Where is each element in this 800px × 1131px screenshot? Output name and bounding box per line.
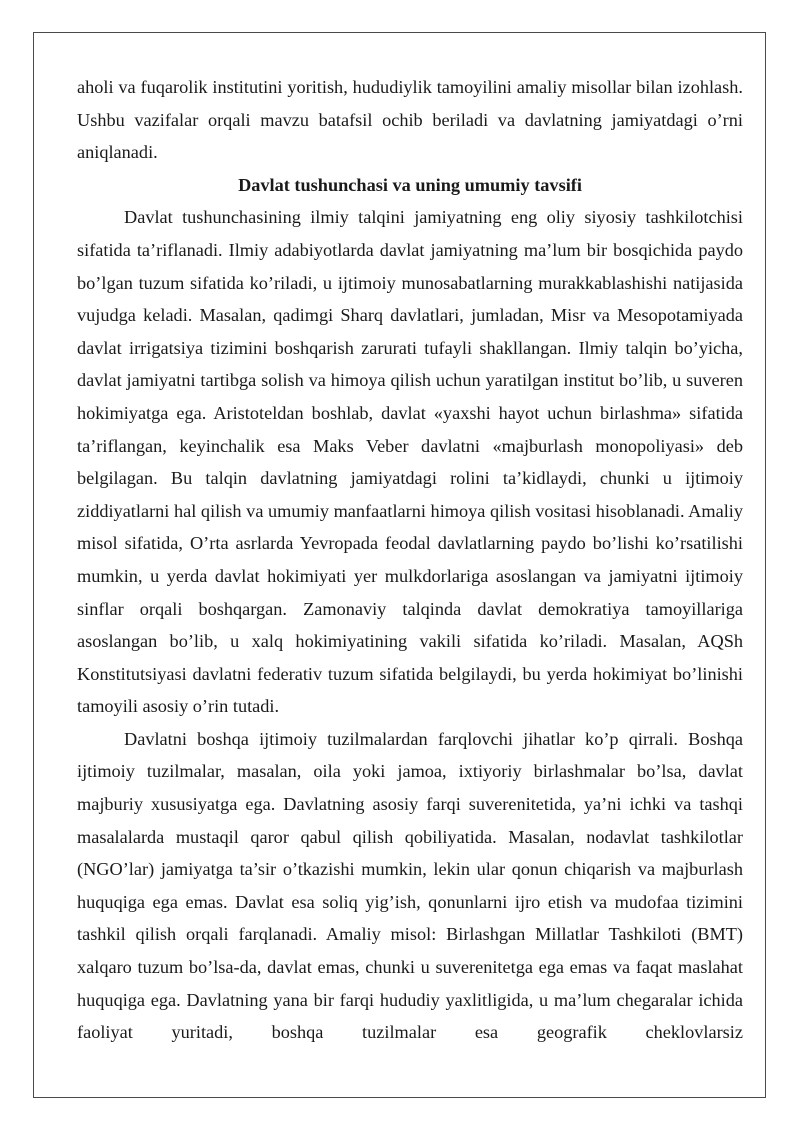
body-paragraph-2: Davlatni boshqa ijtimoiy tuzilmalardan farqlovchi jihatlar ko’p qirrali. Boshqa ijtimoiy tuzilmalar, masalan, oila yoki jamoa, ixtiyoriy birlashmalar bo’lsa, davlat majburiy xususiyatga ega. Davlatning asosiy farqi suverenitetida, ya’ni ichki va tashqi masalalarda mustaqil qaror qabul qilish qobiliyatida. Masalan, nodavlat tashkilotlar (NGO’lar) jamiyatga ta’sir o’tkazishi mumkin, lekin ular qonun chiqarish va majburlash huquqiga ega emas. Davlat esa soliq yig’ish, qonunlarni ijro etish va mudofaa tizimini tashkil qilish orqali farqlanadi. Amaliy misol: Birlashgan Millatlar Tashkiloti (BMT) xalqaro tuzum bo’lsa-da, davlat emas, chunki u suverenitetga ega emas va faqat maslahat huquqiga ega. Davlatning yana bir farqi hududiy yaxlitligida, u ma’lum chegaralar ichida faoliyat yuritadi, boshqa tuzilmalar esa geografik cheklovlarsiz — [77, 728, 743, 1043]
section-heading: Davlat tushunchasi va uning umumiy tavsifi — [238, 174, 582, 195]
intro-paragraph: aholi va fuqarolik institutini yoritish, hududiylik tamoyilini amaliy misollar bilan izohlash. Ushbu vazifalar orqali mavzu batafsil ochib beriladi va davlatning jamiyatdagi o’rni aniqlanadi. — [77, 77, 743, 163]
document-body — [77, 71, 743, 1049]
body-paragraph-1: Davlat tushunchasining ilmiy talqini jamiyatning eng oliy siyosiy tashkilotchisi sifatida ta’riflanadi. Ilmiy adabiyotlarda davlat jamiyatning ma’lum bir bosqichida paydo bo’lgan tuzum sifatida ko’riladi, u ijtimoiy munosabatlarning murakkablashishi natijasida vujudga keladi. Masalan, qadimgi Sharq davlatlari, jumladan, Misr va Mesopotamiyada davlat irrigatsiya tizimini boshqarish zarurati tufayli shakllangan. Ilmiy talqin bo’yicha, davlat jamiyatni tartibga solish va himoya qilish uchun yaratilgan institut bo’lib, u suveren hokimiyatga ega. Aristoteldan boshlab, davlat «yaxshi hayot uchun birlashma» sifatida ta’riflangan, keyinchalik esa Maks Veber davlatni «majburlash monopoliyasi» deb belgilagan. Bu talqin davlatning jamiyatdagi rolini ta’kidlaydi, chunki u ijtimoiy ziddiyatlarni hal qilish va umumiy manfaatlarni himoya qilish vositasi hisoblanadi. Amaliy misol sifatida, O’rta asrlarda Yevropada feodal davlatlarning paydo bo’lishi ko’rsatilishi mumkin, u yerda davlat hokimiyati yer mulkdorlariga asoslangan va jamiyatni ijtimoiy sinflar orqali boshqargan. Zamonaviy talqinda davlat demokratiya tamoyillariga asoslangan bo’lib, u xalq hokimiyatining vakili sifatida ko’riladi. Masalan, AQSh Konstitutsiyasi davlatni federativ tuzum sifatida belgilaydi, bu yerda hokimiyat bo’linishi tamoyili asosiy o’rin tutadi. — [77, 207, 743, 717]
